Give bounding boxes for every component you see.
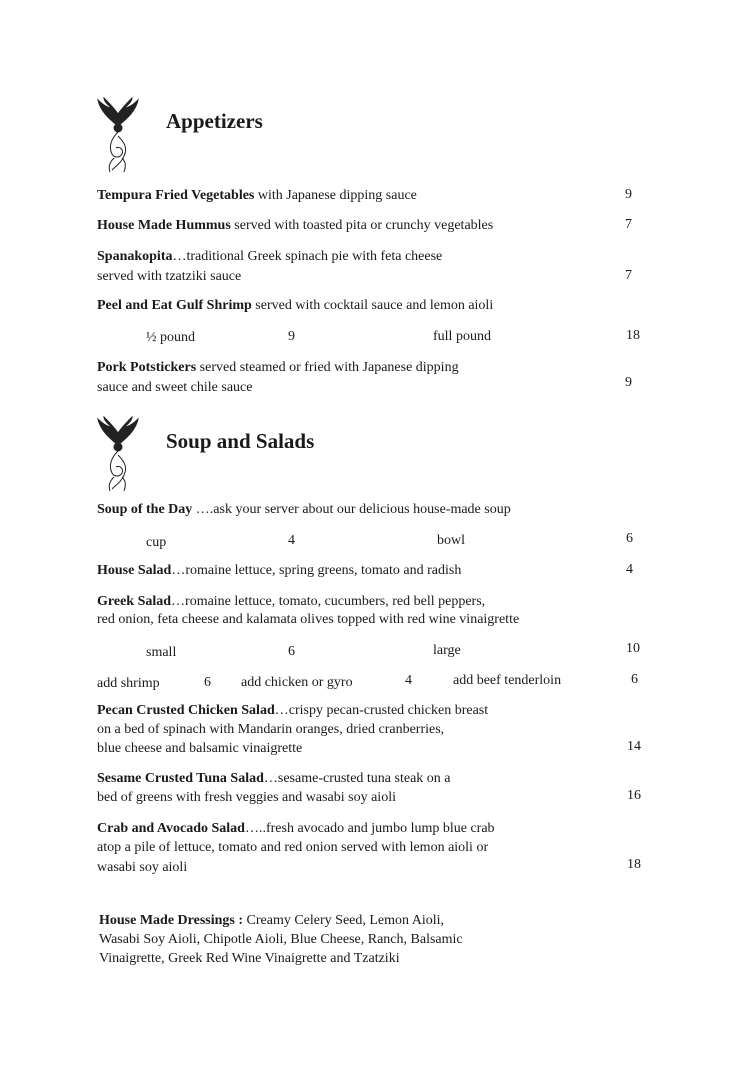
item-desc-line2: red onion, feta cheese and kalamata olives topped with red wine vinaigrette (97, 612, 520, 627)
menu-item-spanakopita (97, 249, 442, 265)
menu-item-soup-of-the-day (97, 502, 511, 518)
item-name: Soup of the Day (97, 502, 193, 517)
item-desc: …..fresh avocado and jumbo lump blue crab (244, 821, 495, 836)
option-label: small (146, 645, 177, 660)
item-desc-line2: sauce and sweet chile sauce (97, 380, 253, 395)
dressings-label: House Made Dressings : (99, 913, 244, 928)
item-name: House Made Hummus (97, 218, 231, 233)
item-desc: ….ask your server about our delicious house-made soup (192, 502, 511, 517)
item-name: Sesame Crusted Tuna Salad (97, 771, 264, 786)
item-desc-line2: served with tzatziki sauce (97, 269, 242, 284)
option-price: 4 (288, 533, 295, 548)
item-desc-line3: wasabi soy aioli (97, 860, 188, 875)
item-name: Spanakopita (97, 249, 173, 264)
menu-item-pecan-chicken-salad (97, 703, 488, 719)
dressings-line1: Creamy Celery Seed, Lemon Aioli, (243, 913, 445, 928)
option-label: ½ pound (146, 330, 195, 345)
option-price: 18 (626, 328, 640, 343)
dressings-line2: Wasabi Soy Aioli, Chipotle Aioli, Blue Cheese, Ranch, Balsamic (99, 932, 463, 947)
option-label: bowl (437, 533, 465, 548)
item-desc: …sesame-crusted tuna steak on a (263, 771, 451, 786)
item-desc: served steamed or fried with Japanese dipping (196, 360, 459, 375)
item-price: 18 (627, 857, 641, 872)
dressings-line3: Vinaigrette, Greek Red Wine Vinaigrette and Tzatziki (99, 951, 400, 966)
item-desc-line2: bed of greens with fresh veggies and wasabi soy aioli (97, 790, 396, 805)
addon-label: add beef tenderloin (453, 673, 562, 688)
item-desc-line2: atop a pile of lettuce, tomato and red onion served with lemon aioli or (97, 840, 489, 855)
menu-item-tempura (97, 188, 417, 204)
option-label: large (433, 643, 461, 658)
item-desc: …romaine lettuce, spring greens, tomato and radish (171, 563, 462, 578)
item-desc: served with cocktail sauce and lemon aioli (251, 298, 494, 313)
item-desc: with Japanese dipping sauce (254, 188, 417, 203)
item-desc: …traditional Greek spinach pie with feta cheese (172, 249, 443, 264)
addon-price: 4 (405, 673, 412, 688)
option-label: full pound (433, 329, 491, 344)
item-price: 7 (625, 268, 632, 283)
menu-item-hummus (97, 218, 493, 234)
item-name: Greek Salad (97, 594, 172, 609)
item-price: 16 (627, 788, 641, 803)
item-name: Peel and Eat Gulf Shrimp (97, 298, 252, 313)
item-desc-line2: on a bed of spinach with Mandarin oranges, dried cranberries, (97, 722, 445, 737)
option-price: 10 (626, 641, 640, 656)
option-label: cup (146, 535, 167, 550)
addon-label: add shrimp (97, 676, 160, 691)
menu-item-greek-salad (97, 594, 485, 610)
addon-price: 6 (631, 672, 638, 687)
item-price: 9 (625, 375, 632, 390)
item-price: 9 (625, 187, 632, 202)
menu-item-potstickers (97, 360, 459, 376)
item-name: Crab and Avocado Salad (97, 821, 245, 836)
section-title-soup-and-salads: Soup and Salads (166, 429, 315, 453)
item-name: Tempura Fried Vegetables (97, 188, 255, 203)
item-price: 4 (626, 562, 633, 577)
section-title-appetizers: Appetizers (166, 109, 263, 133)
phoenix-icon (94, 96, 142, 176)
item-price: 7 (625, 217, 632, 232)
dressings-note (99, 913, 444, 929)
option-price: 6 (626, 531, 633, 546)
option-price: 6 (288, 644, 295, 659)
item-desc: …crispy pecan-crusted chicken breast (274, 703, 489, 718)
menu-item-shrimp (97, 298, 493, 314)
phoenix-icon (94, 415, 142, 495)
item-name: Pork Potstickers (97, 360, 197, 375)
item-name: House Salad (97, 563, 172, 578)
item-desc-line3: blue cheese and balsamic vinaigrette (97, 741, 303, 756)
menu-item-house-salad (97, 563, 461, 579)
item-price: 14 (627, 739, 641, 754)
menu-item-sesame-tuna-salad (97, 771, 451, 787)
menu-item-crab-avocado-salad (97, 821, 495, 837)
addon-label: add chicken or gyro (241, 675, 353, 690)
item-desc: served with toasted pita or crunchy vegetables (230, 218, 494, 233)
addon-price: 6 (204, 675, 211, 690)
item-name: Pecan Crusted Chicken Salad (97, 703, 275, 718)
item-desc: …romaine lettuce, tomato, cucumbers, red bell peppers, (171, 594, 486, 609)
option-price: 9 (288, 329, 295, 344)
